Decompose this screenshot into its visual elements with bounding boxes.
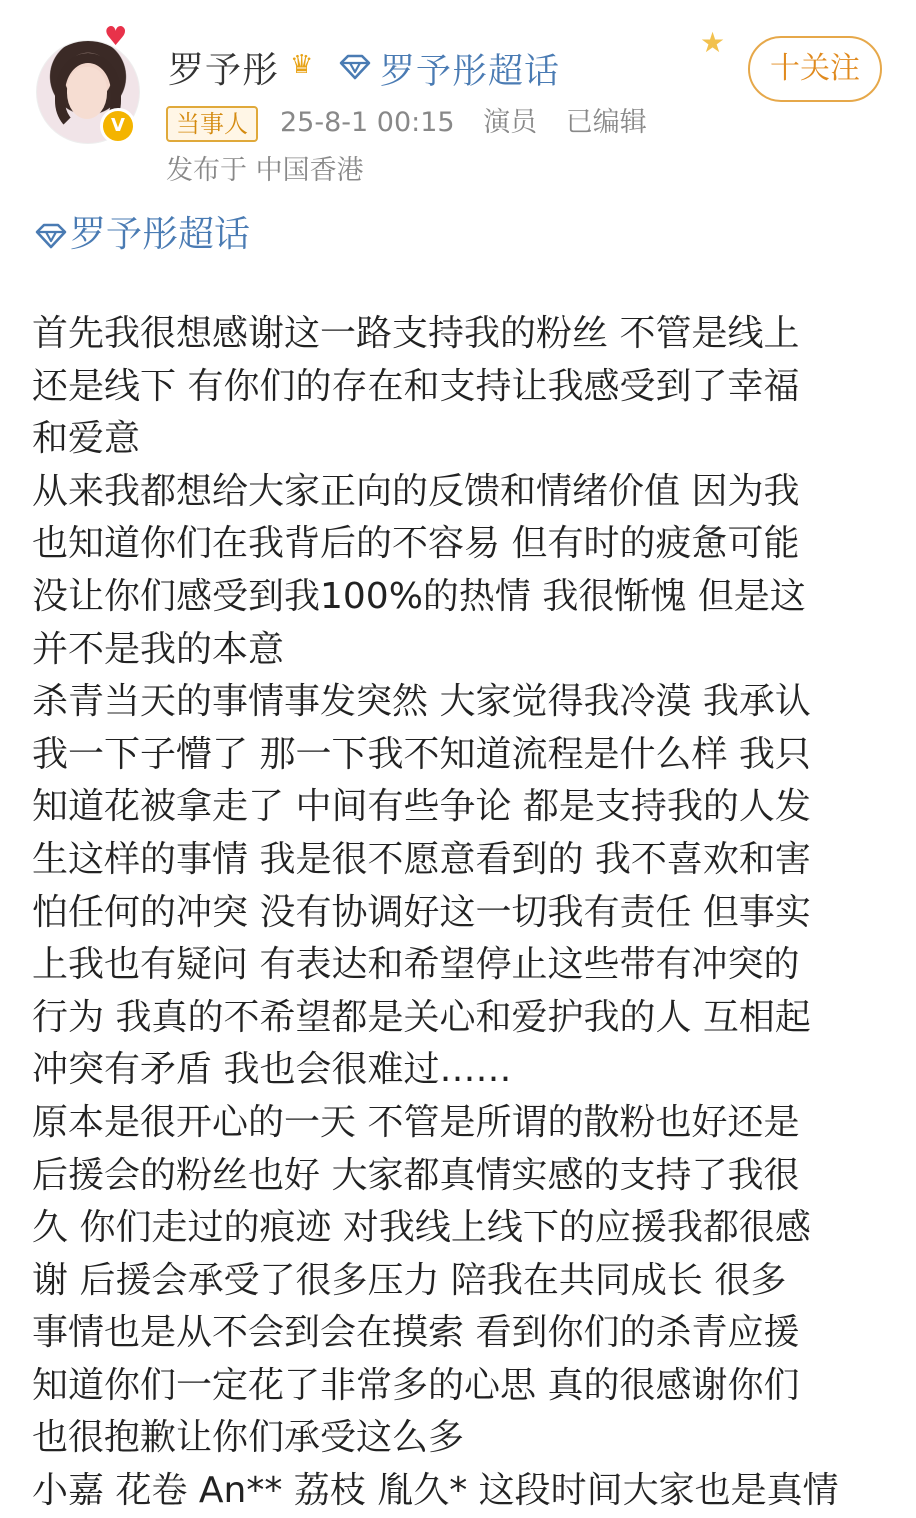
post-timestamp: 25-8-1 00:15 bbox=[280, 107, 455, 138]
follow-button[interactable]: 十关注 bbox=[748, 36, 882, 102]
avatar-face-shape bbox=[67, 67, 107, 119]
post-line: 事情也是从不会到会在摸索 看到你们的杀青应援 bbox=[32, 1312, 800, 1354]
post-line: 没让你们感受到我100%的热情 我很惭愧 但是这 bbox=[32, 575, 806, 617]
post-line: 小嘉 花卷 An** 荔枝 胤久* 这段时间大家也是真情 bbox=[32, 1470, 839, 1512]
post-line: 谢 后援会承受了很多压力 陪我在共同成长 很多 bbox=[32, 1259, 787, 1301]
post-line: 怕任何的冲突 没有协调好这一切我有责任 但事实 bbox=[32, 891, 811, 933]
post-occupation: 演员 bbox=[483, 107, 538, 138]
super-topic-diamond-icon bbox=[34, 221, 68, 251]
post-body bbox=[32, 308, 890, 1518]
post-line: 知道你们一定花了非常多的心思 真的很感谢你们 bbox=[32, 1364, 800, 1406]
post-line: 冲突有矛盾 我也会很难过…… bbox=[32, 1049, 512, 1091]
username[interactable]: 罗予彤 bbox=[168, 50, 280, 91]
super-topic-link[interactable]: 罗予彤超话 bbox=[380, 52, 561, 92]
post-line: 杀青当天的事情事发突然 大家觉得我冷漠 我承认 bbox=[32, 681, 811, 723]
post-line: 知道花被拿走了 中间有些争论 都是支持我的人发 bbox=[32, 786, 811, 828]
heart-decoration-icon: ♥ bbox=[104, 22, 128, 52]
post-line: 首先我很想感谢这一路支持我的粉丝 不管是线上 bbox=[32, 313, 800, 354]
edited-label[interactable]: 已编辑 bbox=[565, 107, 647, 138]
post-topic-link[interactable] bbox=[34, 206, 250, 257]
post-meta bbox=[280, 106, 667, 140]
post-line: 我一下子懵了 那一下我不知道流程是什么样 我只 bbox=[32, 733, 811, 775]
post-line: 生这样的事情 我是很不愿意看到的 我不喜欢和害 bbox=[32, 838, 811, 880]
super-topic-diamond-icon bbox=[338, 52, 372, 82]
role-tag: 当事人 bbox=[166, 106, 258, 142]
post-line: 久 你们走过的痕迹 对我线上线下的应援我都很感 bbox=[32, 1207, 811, 1249]
star-decoration-icon: ★ bbox=[700, 26, 726, 59]
post-line: 从来我都想给大家正向的反馈和情绪价值 因为我 bbox=[32, 470, 800, 512]
crown-icon: ♛ bbox=[290, 50, 314, 80]
post-line: 行为 我真的不希望都是关心和爱护我的人 互相起 bbox=[32, 996, 811, 1038]
post-line: 原本是很开心的一天 不管是所谓的散粉也好还是 bbox=[32, 1101, 800, 1143]
post-line: 后援会的粉丝也好 大家都真情实感的支持了我很 bbox=[32, 1154, 800, 1196]
post-line: 并不是我的本意 bbox=[32, 628, 285, 670]
post-line: 上我也有疑问 有表达和希望停止这些带有冲突的 bbox=[32, 944, 800, 986]
post-line: 也知道你们在我背后的不容易 但有时的疲惫可能 bbox=[32, 523, 800, 565]
post-line: 也很抱歉让你们承受这么多 bbox=[32, 1417, 465, 1459]
post-header bbox=[0, 0, 916, 200]
verified-badge-icon: V bbox=[100, 108, 136, 144]
post-line: 和爱意 bbox=[32, 418, 141, 460]
post-topic-label: 罗予彤超话 bbox=[70, 214, 251, 255]
post-line: 还是线下 有你们的存在和支持让我感受到了幸福 bbox=[32, 365, 800, 407]
post-location: 发布于 中国香港 bbox=[166, 155, 364, 186]
